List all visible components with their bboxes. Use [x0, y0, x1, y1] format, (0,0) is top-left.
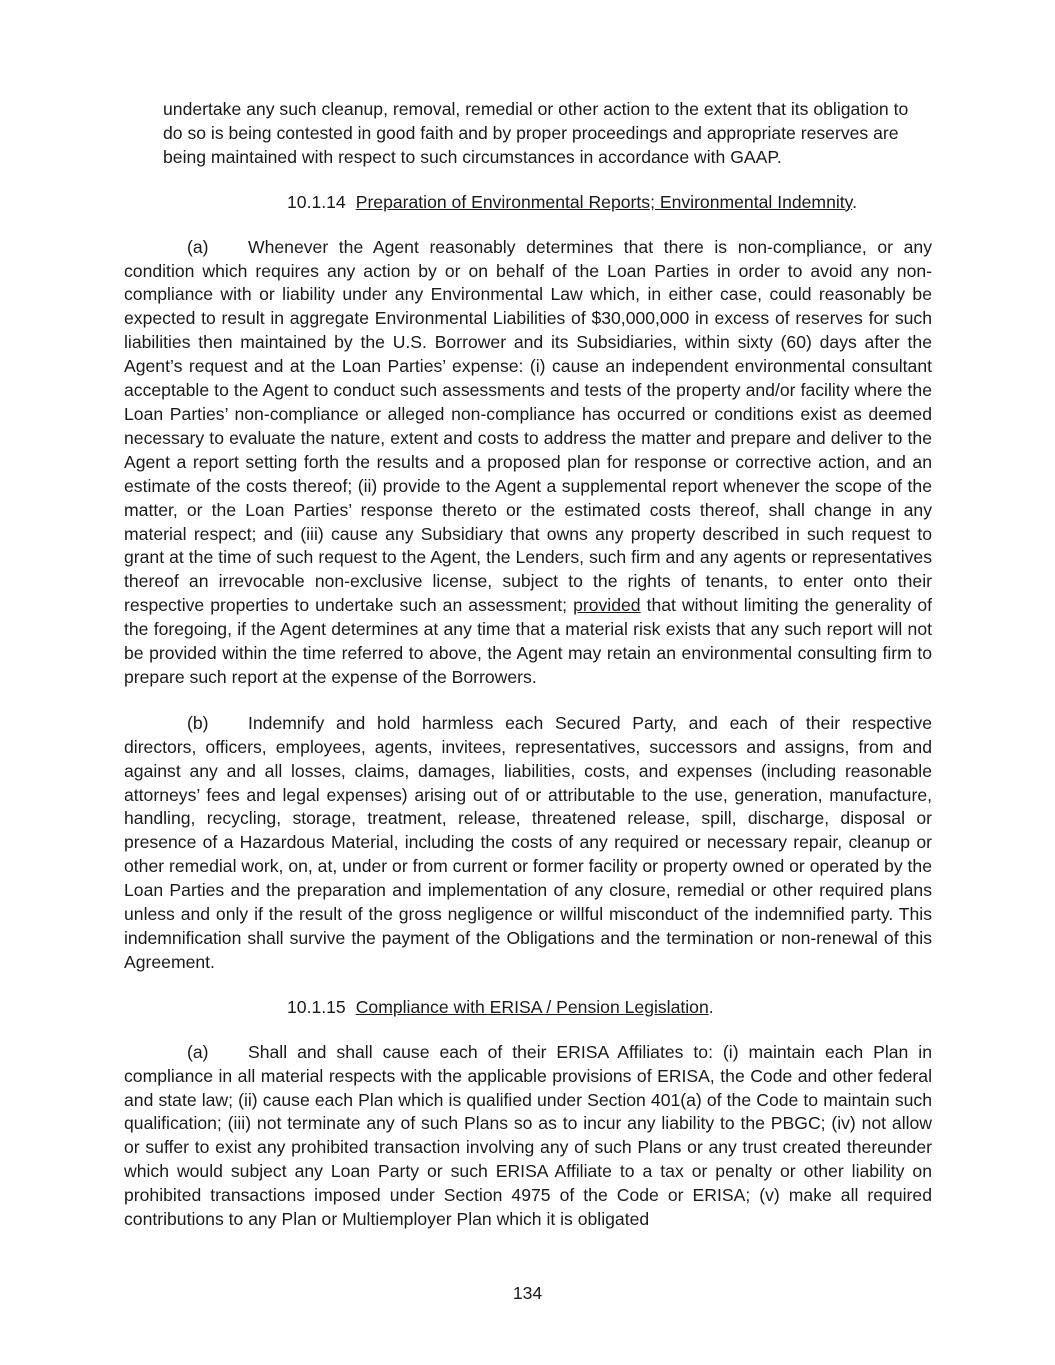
- page-number: 134: [512, 1283, 543, 1303]
- document-page: [124, 98, 932, 1232]
- section-number: 10.1.15: [287, 996, 346, 1017]
- continuation-paragraph: undertake any such cleanup, removal, remedial or other action to the extent that its obligation to do so is being contested in good faith and by proper proceedings and appropriate reserves are being maintained with respect to such circumstances in accordance with GAAP.: [163, 99, 909, 167]
- section-heading-10-1-15: [124, 996, 932, 1020]
- paragraph-10-1-14-b: [124, 712, 932, 975]
- section-number: 10.1.14: [287, 191, 346, 212]
- paragraph-10-1-15-a: [124, 1041, 932, 1232]
- paragraph-label: (a): [187, 1041, 209, 1062]
- paragraph-text-continued: that without limiting the generality of the foregoing, if the Agent determines at any time that a material risk exists that any such report will not be provided within the time referred to above, the Agent may retain an environmental consulting firm to prepare such report at the expense of the Borrowers.: [124, 595, 932, 687]
- section-trailing-period: .: [852, 191, 858, 212]
- paragraph-label: (a): [187, 236, 209, 257]
- paragraph-10-1-14-a: [124, 236, 932, 690]
- paragraph-text: Shall and shall cause each of their ERISA Affiliates to: (i) maintain each Plan in compliance in all material respects with the applicable provisions of ERISA, the Code and other federal and state law; (ii) cause each Plan which is qualified under Section 401(a) of the Code to maintain such qualification; (iii) not terminate any of such Plans so as to incur any liability to the PBGC; (iv) not allow or suffer to exist any prohibited transaction involving any of such Plans or any trust created thereunder which would subject any Loan Party or such ERISA Affiliate to a tax or penalty or other liability on prohibited transactions imposed under Section 4975 of the Code or ERISA; (v) make all required contributions to any Plan or Multiemployer Plan which it is obligated: [124, 1041, 932, 1230]
- paragraph-text: Indemnify and hold harmless each Secured Party, and each of their respective directors, officers, employees, agents, invitees, representatives, successors and assigns, from and against any and all losses, claims, damages, liabilities, costs, and expenses (including reasonable attorneys’ fees and legal expenses) arising out of or attributable to the use, generation, manufacture, handling, recycling, storage, treatment, release, threatened release, spill, discharge, disposal or presence of a Hazardous Material, including the costs of any required or necessary repair, cleanup or other remedial work, on, at, under or from current or former facility or property owned or operated by the Loan Parties and the preparation and implementation of any closure, remedial or other required plans unless and only if the result of the gross negligence or willful misconduct of the indemnified party. This indemnification shall survive the payment of the Obligations and the termination or non-renewal of this Agreement.: [124, 712, 932, 972]
- section-heading-10-1-14: [124, 191, 932, 215]
- paragraph-label: (b): [187, 712, 209, 733]
- section-trailing-period: .: [708, 996, 714, 1017]
- paragraph-text: Whenever the Agent reasonably determines that there is non-compliance, or any condition which requires any action by or on behalf of the Loan Parties in order to avoid any non-compliance with or liability under any Environmental Law which, in either case, could reasonably be expected to result in aggregate Environmental Liabilities of $30,000,000 in excess of reserves for such liabilities then maintained by the U.S. Borrower and its Subsidiaries, within sixty (60) days after the Agent’s request and at the Loan Parties’ expense: (i) cause an independent environmental consultant acceptable to the Agent to conduct such assessments and tests of the property and/or facility where the Loan Parties’ non-compliance or alleged non-compliance has occurred or conditions exist as deemed necessary to evaluate the nature, extent and costs to address the matter and prepare and deliver to the Agent a report setting forth the results and a proposed plan for response or corrective action, and an estimate of the costs thereof; (ii) provide to the Agent a supplemental report whenever the scope of the matter, or the Loan Parties’ response thereto or the estimated costs thereof, shall change in any material respect; and (iii) cause any Subsidiary that owns any property described in such request to grant at the time of such request to the Agent, the Lenders, such firm and any agents or representatives thereof an irrevocable non-exclusive license, subject to the rights of tenants, to enter onto their respective properties to undertake such an assessment;: [124, 236, 932, 616]
- section-title: Preparation of Environmental Reports; Environmental Indemnity: [355, 191, 853, 212]
- provided-term: provided: [573, 595, 641, 616]
- section-title: Compliance with ERISA / Pension Legislation: [355, 996, 709, 1017]
